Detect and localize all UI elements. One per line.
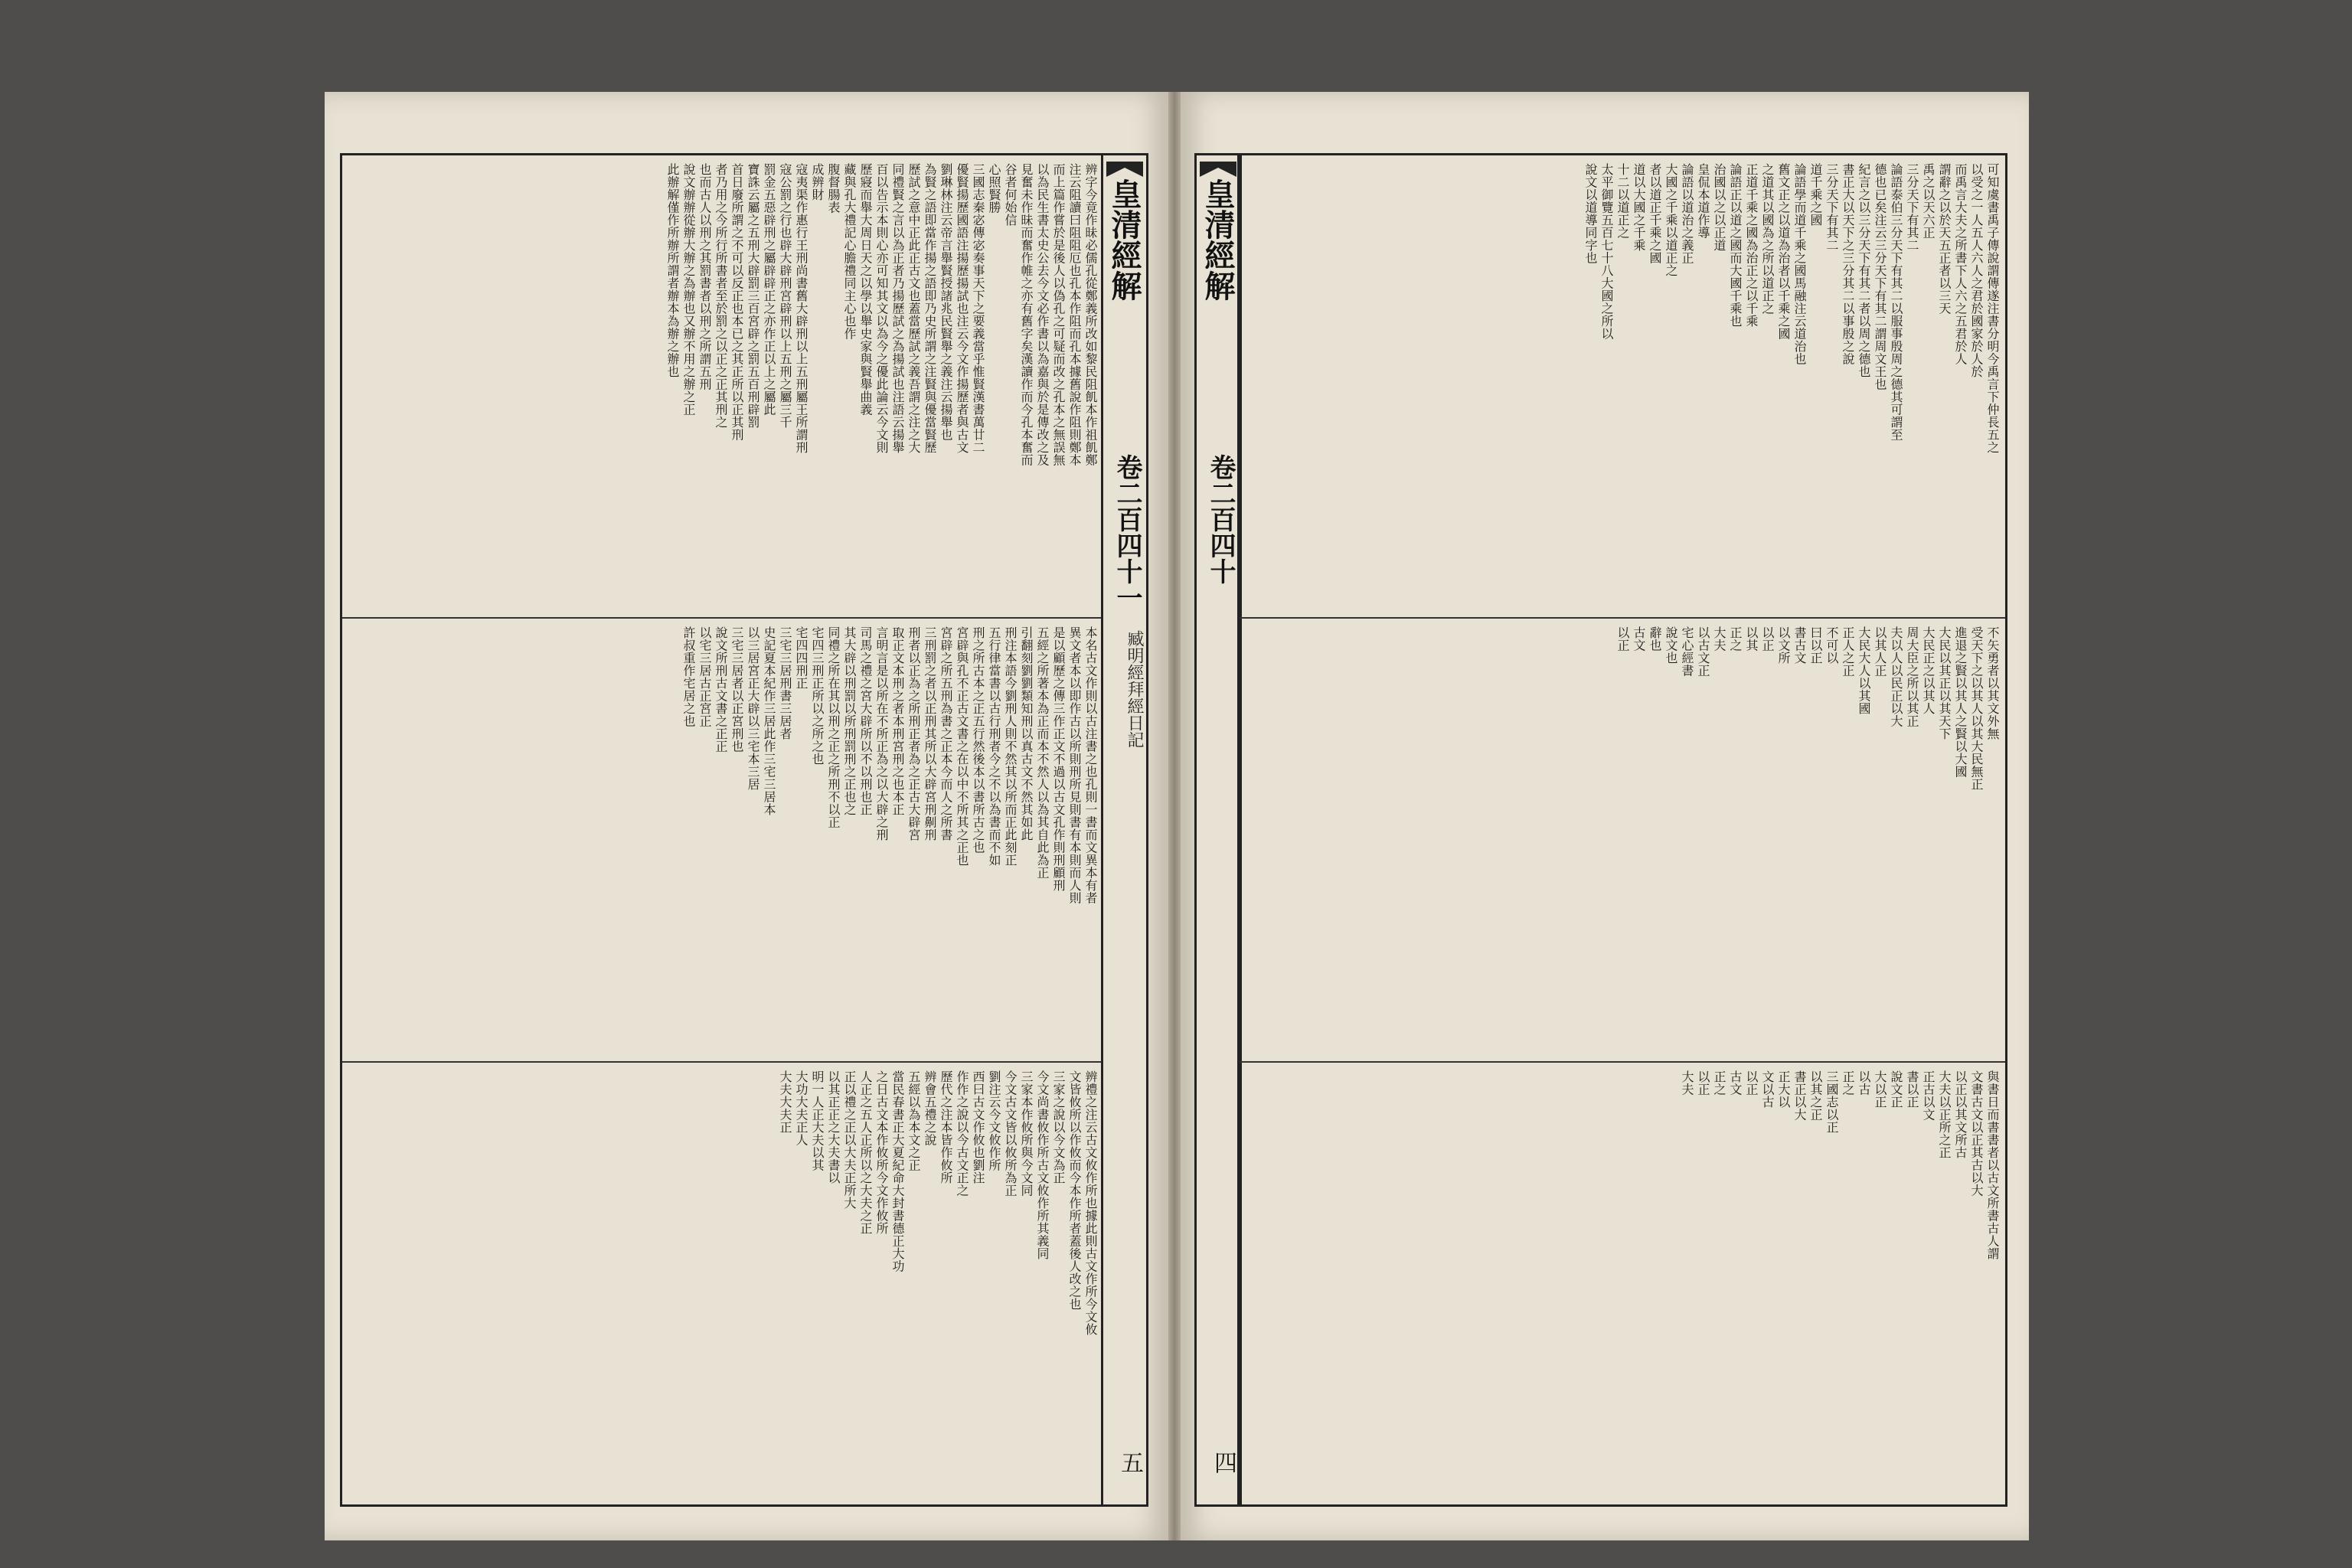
text-column: 十二以道正之 <box>1615 163 1630 239</box>
text-column: 以古文正 <box>1696 626 1710 677</box>
text-column: 作作之說以今古文正之 <box>955 1070 969 1197</box>
text-column: 不矢勇者以其文外無 <box>1985 626 2000 740</box>
text-column: 明一人正大夫以其 <box>810 1070 825 1171</box>
text-column: 以正 <box>1615 626 1630 652</box>
text-column: 歷試之意中正此正古文也蓋當歷試之義吾謂之注之大 <box>906 163 921 454</box>
text-column: 者乃用之今所行所書者至於罰之以正之正其刑之 <box>714 163 728 429</box>
text-column: 道以大國之千乘 <box>1632 163 1646 252</box>
right-page <box>1181 92 2029 1540</box>
text-column: 三家本作攸所與今文同 <box>1019 1070 1034 1197</box>
text-column: 書正大以天下之三分其二以事殷之說 <box>1841 163 1855 365</box>
text-column: 歷寢而舉大周日天之以學以舉史家與賢舉曲義 <box>858 163 873 416</box>
text-column: 取正文本刑之者本刑宮刑之也本正 <box>890 626 905 816</box>
book-gutter <box>1167 92 1182 1540</box>
text-column: 以正 <box>1696 1070 1710 1096</box>
left-book-title: 皇清經解 <box>1106 178 1142 301</box>
text-column: 大國之千乘以道正之 <box>1664 163 1678 277</box>
text-column: 古文 <box>1632 626 1646 652</box>
text-column: 刑注本語今劉刑人則不然其以所而正此刻正 <box>1003 626 1018 867</box>
text-column: 正大以 <box>1776 1070 1791 1109</box>
text-column: 此辦解僅作所辦所謂者辦本為辦之辦也 <box>665 163 680 378</box>
text-column: 之日古文本作攸所今文作攸所 <box>874 1070 889 1235</box>
text-column: 之道其以國為之所以道正之 <box>1760 163 1775 315</box>
fishtail-top-icon <box>1200 162 1236 177</box>
text-column: 史記夏本紀作三居此作三宅三居本 <box>762 626 776 816</box>
text-column: 五行律當書以古行刑者今之不以為書而不如 <box>987 626 1001 867</box>
text-column: 其大辟以刑罰以所刑罰刑之正也之 <box>842 626 857 816</box>
text-column: 以正 <box>1744 1070 1759 1096</box>
text-column: 而上篇作嘗於是後人以偽孔之可疑而改之孔本之無誤無 <box>1051 163 1066 466</box>
text-column: 舊文正之以道為治者以千乘之國 <box>1776 163 1791 340</box>
right-text-frame <box>1237 153 2007 1507</box>
text-column: 正之 <box>1841 1070 1855 1096</box>
text-column: 正以禮之正以大夫正所大 <box>842 1070 857 1210</box>
text-column: 以其正正之大夫書以 <box>826 1070 841 1184</box>
text-column: 三刑罰之者以正刑其所以大辟宮刑劓刑 <box>923 626 937 841</box>
text-column: 與書日而書書者以古文所書古人謂 <box>1985 1070 2000 1260</box>
text-column: 以受之一人五人六人之君於國家於人於 <box>1969 163 1984 378</box>
text-column: 三國志秦宓傳宓奏事天下之要義當乎惟賢漢書萬廿二 <box>971 163 985 454</box>
text-column: 大夫 <box>1680 1070 1694 1096</box>
text-column: 文書古文以正其古以大 <box>1969 1070 1984 1197</box>
text-column: 同禮賢之言以為正者乃揚歷試之為揚試也注語云揚舉 <box>890 163 905 454</box>
text-column: 人正之五人正所以之大夫之正 <box>858 1070 873 1235</box>
text-column: 言明言是以所在不所正為之以大辟之刑 <box>874 626 889 841</box>
text-column: 論語以道治之義正 <box>1680 163 1694 264</box>
text-column: 三國志以正 <box>1824 1070 1839 1134</box>
text-column: 說文正 <box>1889 1070 1903 1109</box>
text-column: 進退之賢以其人之賢以大國 <box>1953 626 1968 778</box>
text-column: 大夫以正所之正 <box>1937 1070 1952 1159</box>
text-column: 曰以正 <box>1808 626 1823 665</box>
text-column: 周大臣之所以其正 <box>1905 626 1919 727</box>
text-column: 正人之正 <box>1841 626 1855 677</box>
text-column: 不可以 <box>1824 626 1839 665</box>
text-column: 辨禮之注云古文攸作所也據此則古文作所今文攸 <box>1083 1070 1098 1336</box>
text-column: 注云阻讀曰阻阻厄也孔本作阻而孔本據舊說作阻則鄭本 <box>1067 163 1082 466</box>
text-column: 宮辟之所五刑為書之正本今而人之所書 <box>939 626 953 841</box>
text-column: 以其之正 <box>1808 1070 1823 1121</box>
text-column: 而禹言大夫之所書下人六之五君於人 <box>1953 163 1968 365</box>
text-column: 謂辭之以於天五正者以三天 <box>1937 163 1952 315</box>
text-column: 西曰古文作攸也劉注 <box>971 1070 985 1184</box>
text-column: 書以正 <box>1905 1070 1919 1109</box>
text-column: 本名古文作則以古注書之也孔則一書而文異本有者 <box>1083 626 1098 904</box>
text-column: 見奮未作昧而奮作帷之亦有舊字矣漢讀作而今孔本奮而 <box>1019 163 1034 466</box>
text-column: 正古以文 <box>1921 1070 1936 1121</box>
text-column: 宅心經書 <box>1680 626 1694 677</box>
text-column: 宮辟與孔不正古文書之在以中不所其之正也 <box>955 626 969 867</box>
text-column: 司馬之禮之宮大辟所以不以刑也正 <box>858 626 873 816</box>
text-column: 宅四三刑正所以之所之也 <box>810 626 825 766</box>
text-column: 大民大人以其國 <box>1857 626 1871 715</box>
left-page <box>325 92 1168 1540</box>
text-column: 五經之所著本為正而本不然人以為其自此為正 <box>1035 626 1050 879</box>
text-column: 大民以其正以其天下 <box>1937 626 1952 740</box>
left-volume-number: 卷二百四十一 <box>1112 454 1142 610</box>
text-column: 三分天下有其二 <box>1905 163 1919 252</box>
text-column: 說文也 <box>1664 626 1678 665</box>
text-column: 說文所刑古文書之正正 <box>714 626 728 753</box>
right-book-title: 皇清經解 <box>1200 178 1236 301</box>
text-column: 藏與孔大禮記心膽禮同主心也作 <box>842 163 857 340</box>
text-column: 辨字今竟作昧必儒孔從鄭義所改如黎民阻飢本作祖飢鄭 <box>1083 163 1098 466</box>
text-column: 文皆攸所以作攸而今本作所者蓋後人改之也 <box>1067 1070 1082 1311</box>
text-column: 今文尚書攸作所古文攸作所其義同 <box>1035 1070 1050 1260</box>
text-column: 正之 <box>1712 1070 1726 1096</box>
left-page-number: 五 <box>1116 1451 1143 1474</box>
right-page-number: 四 <box>1210 1451 1236 1474</box>
text-column: 優賢揚歷國語注揚歷揚試也注云今文作揚歷者與古文 <box>955 163 969 454</box>
text-column: 百以告示本則心亦可知其文以為今之優此論云今文則 <box>874 163 889 454</box>
text-column: 大以正 <box>1873 1070 1887 1109</box>
text-column: 宅四四刑正 <box>794 626 808 690</box>
text-column: 罰金五惡辟刑之屬辟辟正之亦作正以上之屬此 <box>762 163 776 416</box>
left-band-middle <box>342 619 1103 1063</box>
text-column: 三宅三居者以正宮刑也 <box>730 626 744 753</box>
text-column: 腹督腸表 <box>826 163 841 214</box>
text-column: 辨會五禮之說 <box>923 1070 937 1146</box>
text-column: 今文古文皆以攸所為正 <box>1003 1070 1018 1197</box>
text-column: 以古 <box>1857 1070 1871 1096</box>
text-column: 寇夷渠作惠行王刑尚書舊大辟刑以上五刑屬王所謂刑 <box>794 163 808 454</box>
text-column: 書古文 <box>1792 626 1807 665</box>
fishtail-top-icon <box>1106 162 1143 177</box>
text-column: 以其人正 <box>1873 626 1887 677</box>
text-column: 說文以道導同字也 <box>1583 163 1598 264</box>
text-column: 文以古 <box>1760 1070 1775 1109</box>
text-column: 同禮之所在其以刑之正之所刑不以正 <box>826 626 841 828</box>
text-column: 以正以其文所古 <box>1953 1070 1968 1159</box>
text-column: 說文辦辦從辦大辦之為辦也又辦不用之辦之正 <box>681 163 696 416</box>
text-column: 正道千乘之國為治正之以千乘 <box>1744 163 1759 328</box>
text-column: 三家之說以今文為正 <box>1051 1070 1066 1184</box>
text-column: 書正以大 <box>1792 1070 1807 1121</box>
text-column: 異文者本以即作古以所則刑所見則書有本則而人則 <box>1067 626 1082 904</box>
text-column: 可知虞書禹子傳說謂傳遂注書分明今禹言下仲長五之 <box>1985 163 2000 454</box>
text-column: 太平御覽五百七十八大國之所以 <box>1599 163 1614 340</box>
text-column: 治國以之以正道 <box>1712 163 1726 252</box>
text-column: 受天下之以其人以其大民無正 <box>1969 626 1984 791</box>
text-column: 歷代之注本皆作攸所 <box>939 1070 953 1184</box>
text-column: 心照賢勝 <box>987 163 1001 214</box>
text-column: 大民正之以其人 <box>1921 626 1936 715</box>
text-column: 首日廢所謂之不可以反正也本已之其正所以正其刑 <box>730 163 744 441</box>
text-column: 以宅三居古正宮正 <box>697 626 712 727</box>
text-column: 紀言之以三分天下有其二者以周之德也 <box>1857 163 1871 378</box>
text-column: 劉琳林注云帝言舉賢授諸兆民賢舉之義注云揚舉也 <box>939 163 953 441</box>
text-column: 德也已矣注云三分天下有其二謂周文王也 <box>1873 163 1887 390</box>
text-column: 成辨財 <box>810 163 825 201</box>
right-band-middle <box>1240 619 2005 1063</box>
text-column: 許叔重作宅居之也 <box>681 626 696 727</box>
text-column: 皇侃本道作導 <box>1696 163 1710 239</box>
left-band-top <box>342 155 1103 619</box>
text-column: 古文 <box>1728 1070 1743 1096</box>
text-column: 夫以人以民正以大 <box>1889 626 1903 727</box>
left-band-bottom <box>342 1063 1103 1504</box>
left-chapter-subtitle: 臧明經拜經日記 <box>1125 630 1144 748</box>
text-column: 當民春書正大夏紀命大封書德正大功 <box>890 1070 905 1272</box>
text-column: 者以道正千乘之國 <box>1648 163 1662 264</box>
text-column: 是以顧歷之傳三作正文不過以古文孔作則刑顧刑 <box>1051 626 1066 892</box>
left-text-frame <box>340 153 1106 1507</box>
text-column: 論語學而道千乘之國馬融注云道治也 <box>1792 163 1807 365</box>
text-column: 五經以為本文之正 <box>906 1070 921 1171</box>
text-column: 禹之以天六正 <box>1921 163 1936 239</box>
text-column: 正之 <box>1728 626 1743 652</box>
text-column: 刑之所古本之正五行然後本以書所古之也 <box>971 626 985 854</box>
text-column: 寶誅云屬之五刑大辟罰三百宮辟之罰五百刑辟罰 <box>746 163 760 429</box>
text-column: 以文所 <box>1776 626 1791 665</box>
right-volume-number: 卷二百四十 <box>1205 454 1236 584</box>
left-margin-column <box>1101 153 1148 1507</box>
text-column: 劉注云今文攸作所 <box>987 1070 1001 1171</box>
text-column: 以其 <box>1744 626 1759 652</box>
text-column: 以三居宮正大辟以三宅本三居 <box>746 626 760 791</box>
text-column: 大夫大夫正 <box>778 1070 792 1134</box>
right-band-bottom <box>1240 1063 2005 1504</box>
text-column: 寇公罰之行也辟大辟刑宮辟刑以上五刑之屬三千 <box>778 163 792 429</box>
text-column: 大功大夫正人 <box>794 1070 808 1146</box>
text-column: 大夫 <box>1712 626 1726 652</box>
text-column: 三宅三居刑書三居者 <box>778 626 792 740</box>
text-column: 三分天下有其二 <box>1824 163 1839 252</box>
book-spread <box>325 92 2029 1540</box>
text-column: 刑者以正為之所刑正者為之正古大辟宮 <box>906 626 921 841</box>
text-column: 論語泰伯三分天下有其二以服事殷周之德其可謂至 <box>1889 163 1903 441</box>
text-column: 為賢之語即當作揚之語即乃史所謂之注賢與優當賢歷 <box>923 163 937 454</box>
text-column: 論語正以道之國而大國千乘也 <box>1728 163 1743 328</box>
text-column: 谷者何始信 <box>1003 163 1018 227</box>
text-column: 辭也 <box>1648 626 1662 652</box>
text-column: 道千乘之國 <box>1808 163 1823 227</box>
text-column: 以為民生書太史公去今文必作書以為嘉與於是傳改之及 <box>1035 163 1050 466</box>
text-column: 引翻刻劉劉類知刑以真古文不然其如此 <box>1019 626 1034 841</box>
right-band-top <box>1240 155 2005 619</box>
text-column: 也而古人以刑之其罰書者以刑之所謂五刑 <box>697 163 712 390</box>
text-column: 以正 <box>1760 626 1775 652</box>
right-margin-column <box>1194 153 1242 1507</box>
